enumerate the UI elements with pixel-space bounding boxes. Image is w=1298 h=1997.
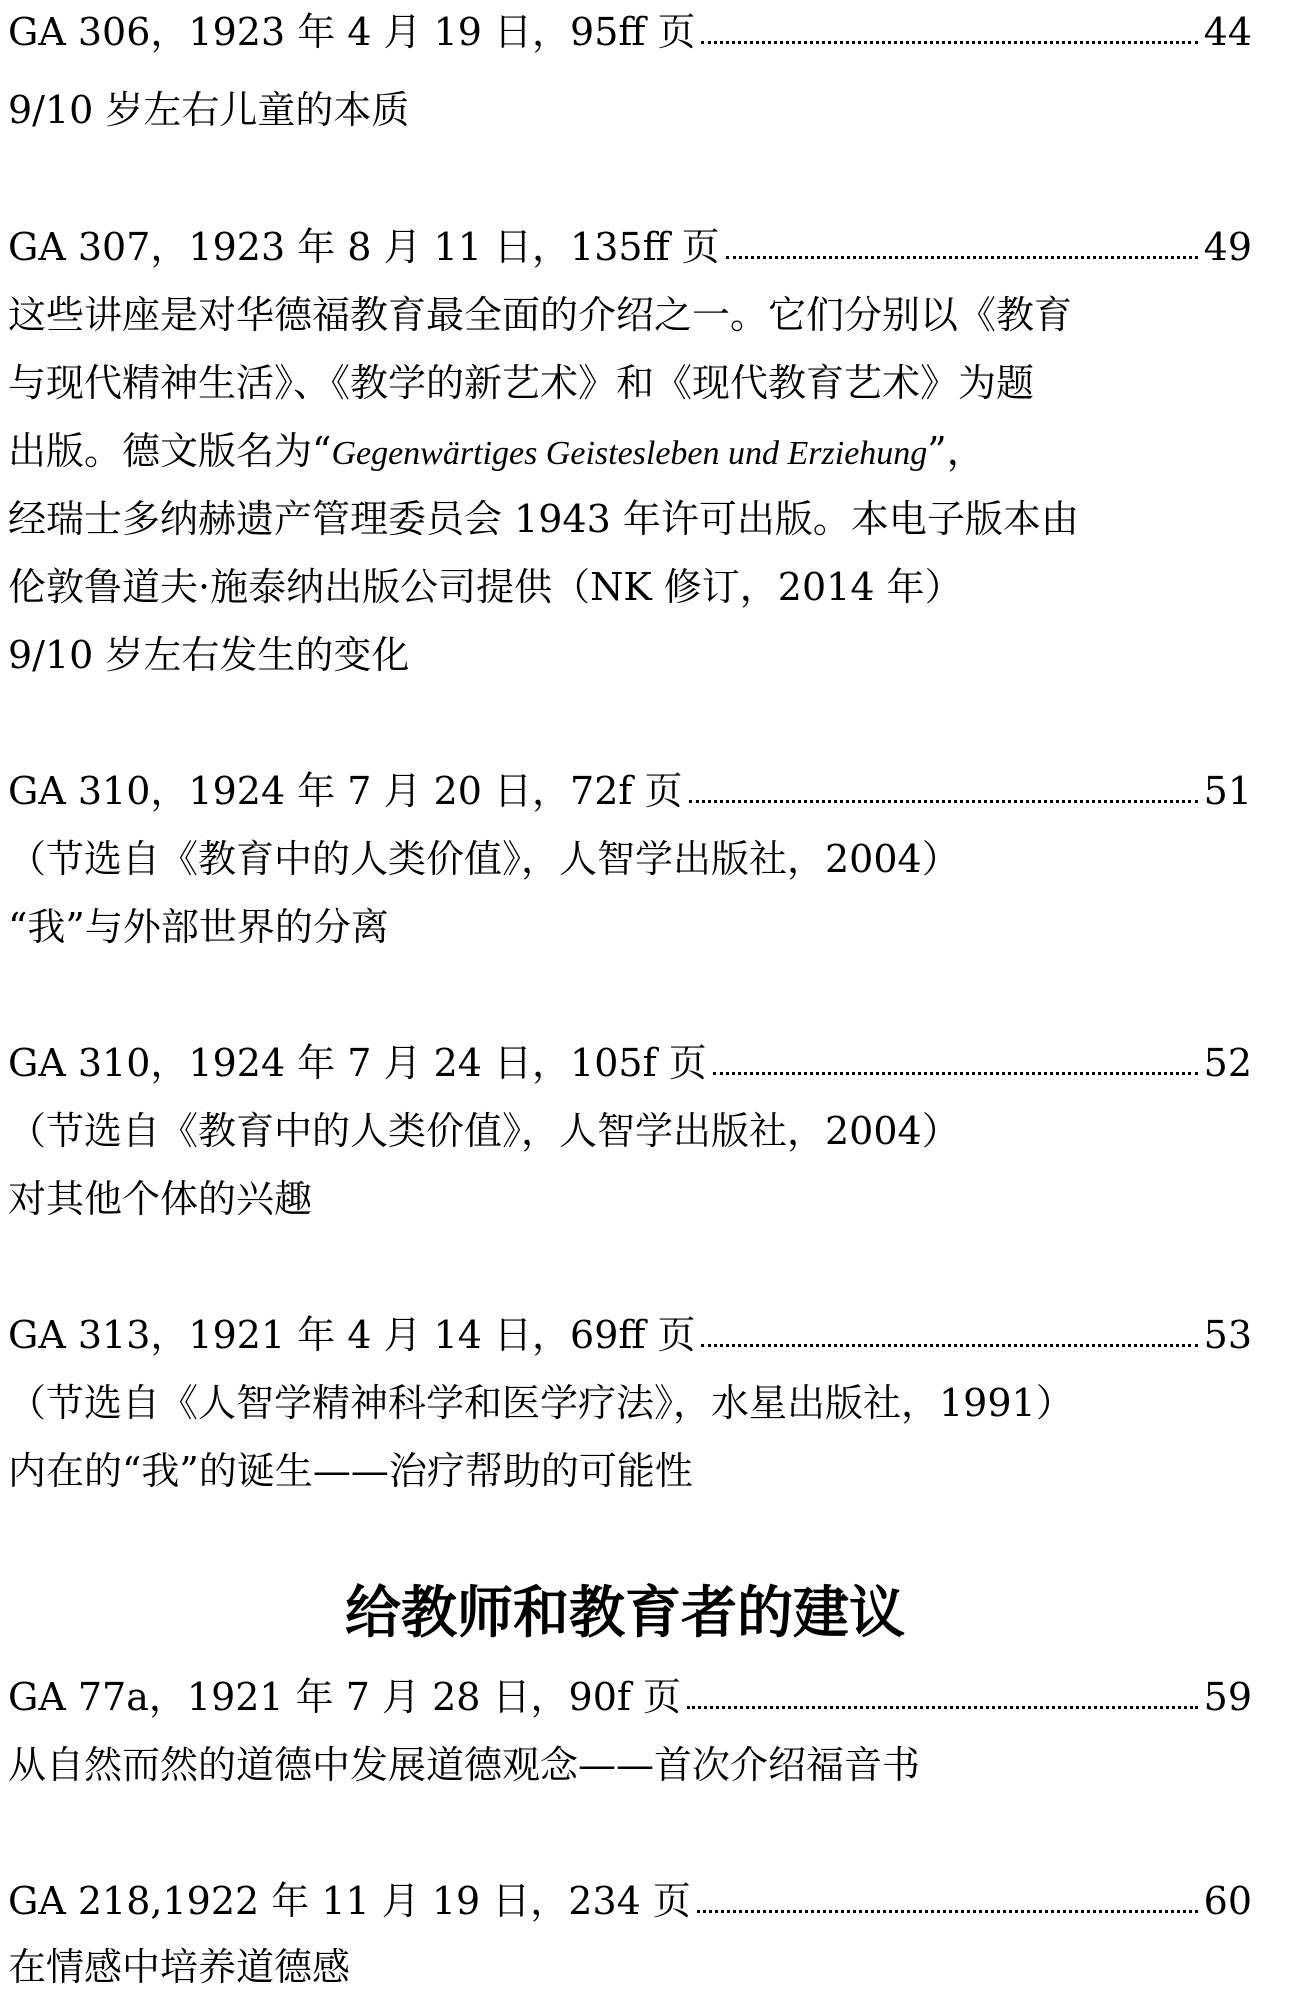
toc-entry-page-number: 51 (1203, 769, 1252, 813)
dot-leader (687, 1704, 1198, 1709)
toc-entry-description: 伦敦鲁道夫·施泰纳出版公司提供（NK 修订，2014 年） (8, 565, 963, 609)
toc-entry-description: 在情感中培养道德感 (8, 1945, 351, 1989)
toc-entry-ref-line (8, 761, 1252, 821)
toc-entry-page-number: 59 (1203, 1675, 1252, 1719)
toc-entry-description-with-title (8, 421, 1258, 484)
section-heading: 给教师和教育者的建议 (345, 1581, 905, 1646)
toc-entry-page-number: 49 (1203, 225, 1252, 269)
text-fragment: 出版。德文版名为“ (8, 429, 332, 473)
toc-entry-ref: GA 307，1923 年 8 月 11 日，135ff 页 (8, 225, 720, 269)
dot-leader (701, 39, 1197, 44)
toc-entry-description: “我”与外部世界的分离 (8, 905, 389, 949)
toc-entry-ref-line (8, 1305, 1252, 1365)
text-fragment: ”， (927, 429, 985, 473)
toc-entry-ref-line (8, 1871, 1252, 1931)
toc-entry-description: （节选自《教育中的人类价值》，人智学出版社，2004） (8, 837, 960, 881)
toc-entry-description: 经瑞士多纳赫遗产管理委员会 1943 年许可出版。本电子版本由 (8, 497, 1079, 541)
toc-entry-page-number: 52 (1203, 1041, 1252, 1085)
toc-entry-page-number: 53 (1203, 1313, 1252, 1357)
dot-leader (726, 254, 1198, 259)
toc-entry-description: 这些讲座是对华德福教育最全面的介绍之一。它们分别以《教育 (8, 293, 1073, 337)
dot-leader (697, 1908, 1198, 1913)
toc-entry-ref: GA 313，1921 年 4 月 14 日，69ff 页 (8, 1313, 696, 1357)
toc-entry-ref: GA 218,1922 年 11 月 19 日，234 页 (8, 1879, 691, 1923)
toc-entry-description: 9/10 岁左右发生的变化 (8, 633, 410, 677)
dot-leader (689, 798, 1198, 803)
toc-entry-ref: GA 310，1924 年 7 月 24 日，105f 页 (8, 1041, 707, 1085)
toc-entry-description: 从自然而然的道德中发展道德观念——首次介绍福音书 (8, 1743, 921, 1787)
toc-entry-ref-line (8, 217, 1252, 277)
dot-leader (713, 1070, 1198, 1075)
toc-entry-ref: GA 310，1924 年 7 月 20 日，72f 页 (8, 769, 683, 813)
toc-entry-description: （节选自《人智学精神科学和医学疗法》，水星出版社，1991） (8, 1381, 1074, 1425)
toc-entry-ref: GA 77a，1921 年 7 月 28 日，90f 页 (8, 1675, 682, 1719)
toc-entry-ref-line (8, 1667, 1252, 1727)
toc-entry-description: 内在的“我”的诞生——治疗帮助的可能性 (8, 1449, 693, 1493)
german-title: Gegenwärtiges Geistesleben und Erziehung (331, 435, 928, 472)
toc-entry-ref-line (8, 1033, 1252, 1093)
toc-entry-description: 对其他个体的兴趣 (8, 1177, 313, 1221)
toc-entry-description: （节选自《教育中的人类价值》，人智学出版社，2004） (8, 1109, 960, 1153)
toc-entry-description: 与现代精神生活》、《教学的新艺术》和《现代教育艺术》为题 (8, 361, 1035, 405)
toc-entry-page-number: 60 (1203, 1879, 1252, 1923)
toc-entry-ref-line (8, 2, 1252, 62)
dot-leader (701, 1342, 1197, 1347)
toc-entry-page-number: 44 (1203, 10, 1252, 54)
toc-entry-ref: GA 306，1923 年 4 月 19 日，95ff 页 (8, 10, 696, 54)
toc-entry-description: 9/10 岁左右儿童的本质 (8, 88, 410, 132)
